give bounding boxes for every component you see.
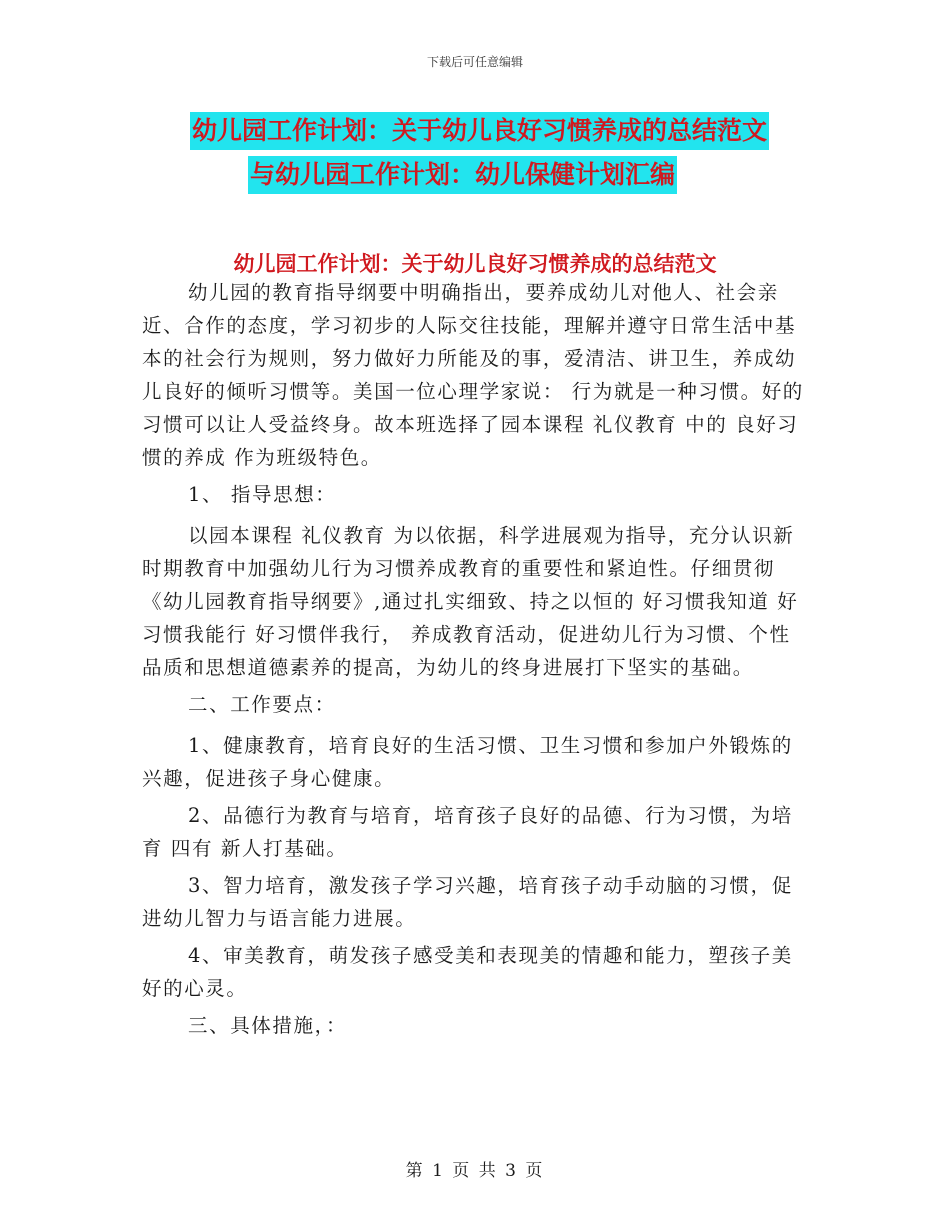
- document-title-line-1: 幼儿园工作计划：关于幼儿良好习惯养成的总结范文: [190, 112, 769, 150]
- heading-guiding-thought: 1、 指导思想：: [188, 483, 337, 506]
- paragraph-point-3: 3、智力培育，激发孩子学习兴趣，培育孩子动手动脑的习惯，促进幼儿智力与语言能力进展。: [142, 874, 793, 930]
- paragraph-point-2: 2、品德行为教育与培育，培育孩子良好的品德、行为习惯，为培育 四有 新人打基础。: [142, 804, 793, 860]
- document-body: [142, 276, 810, 1046]
- paragraph-point-4: 4、审美教育，萌发孩子感受美和表现美的情趣和能力，塑孩子美好的心灵。: [142, 944, 793, 1000]
- section-title: 幼儿园工作计划：关于幼儿良好习惯养成的总结范文: [233, 252, 717, 276]
- document-title-line-2: 与幼儿园工作计划：幼儿保健计划汇编: [248, 156, 677, 194]
- paragraph-guiding-thought: 以园本课程 礼仪教育 为以依据，科学进展观为指导，充分认识新时期教育中加强幼儿行为习惯养成教育的重要性和紧迫性。仔细贯彻《幼儿园教育指导纲要》,通过扎实细致、持之以恒的 好习惯我知道 好习惯我能行 好习惯伴我行， 养成教育活动，促进幼儿行为习惯、个性品质和思想道德素养的提高，为幼儿的终身进展打下坚实的基础。: [142, 524, 799, 679]
- page-header-note: 下载后可任意编辑: [426, 55, 523, 69]
- paragraph-intro: 幼儿园的教育指导纲要中明确指出，要养成幼儿对他人、社会亲近、合作的态度，学习初步的人际交往技能，理解并遵守日常生活中基本的社会行为规则，努力做好力所能及的事，爱清洁、讲卫生，养成幼儿良好的倾听习惯等。美国一位心理学家说： 行为就是一种习惯。好的习惯可以让人受益终身。故本班选择了园本课程 礼仪教育 中的 良好习惯的养成 作为班级特色。: [142, 281, 804, 469]
- heading-measures: 三、具体措施，：: [188, 1014, 348, 1037]
- heading-work-points: 二、工作要点：: [188, 693, 336, 716]
- paragraph-point-1: 1、健康教育，培育良好的生活习惯、卫生习惯和参加户外锻炼的兴趣，促进孩子身心健康。: [142, 734, 793, 790]
- page-number: 第 1 页 共 3 页: [405, 1161, 545, 1181]
